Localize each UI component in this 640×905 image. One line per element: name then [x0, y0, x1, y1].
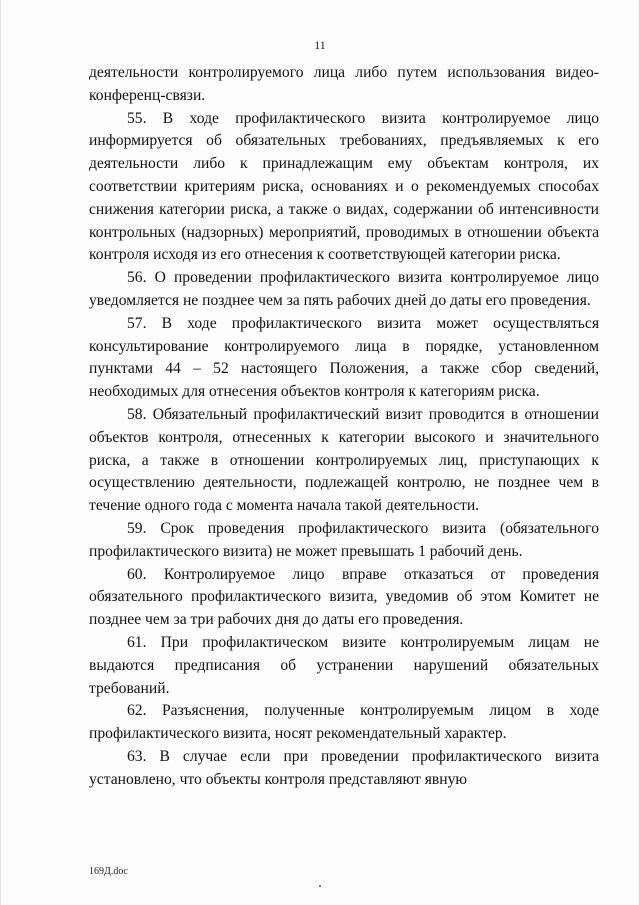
file-name-footer: 169Д.doc: [89, 866, 128, 877]
paragraph-continuation: деятельности контролируемого лица либо путем использования видео-конференц-связи.: [89, 64, 599, 104]
paragraph-61: 61. При профилактическом визите контролируемым лицам не выдаются предписания об устранении нарушений обязательных требований.: [89, 633, 599, 697]
paragraph-59: 59. Срок проведения профилактического визита (обязательного профилактического визита) не может превышать 1 рабочий день.: [89, 519, 599, 560]
paragraph-60: 60. Контролируемое лицо вправе отказаться от проведения обязательного профилактического визита, уведомив об этом Комитет не позднее чем за три рабочих дня до даты его проведения.: [89, 565, 599, 629]
page-number: 11: [314, 38, 326, 52]
paragraph-58: 58. Обязательный профилактический визит проводится в отношении объектов контроля, отнесенных к категории высокого и значительного риска, а также в отношении контролируемых лиц, приступающих к осуществлению деятельности, подлежащей контролю, не позднее чем в течение одного года с момента начала такой деятельности.: [89, 405, 599, 515]
document-body: [89, 62, 599, 792]
scan-speck: [319, 885, 321, 887]
paragraph-56: 56. О проведении профилактического визита контролируемое лицо уведомляется не позднее чем за пять рабочих дней до даты его проведения.: [89, 269, 599, 309]
paragraph-62: 62. Разъяснения, полученные контролируемым лицом в ходе профилактического визита, носят рекомендательный характер.: [89, 702, 599, 743]
paragraph-55: 55. В ходе профилактического визита контролируемое лицо информируется об обязательных требованиях, предъявляемых к его деятельности либо к принадлежащим ему объектам контроля, их соответствии критериям риска, основаниях и о рекомендуемых способах снижения категории риска, а также о видах, содержании об интенсивности контрольных (надзорных) мероприятий, проводимых в отношении объекта контроля исходя из его отнесения к соответствующей категории риска.: [89, 109, 599, 264]
paragraph-57: 57. В ходе профилактического визита может осуществляться консультирование контролируемого лица в порядке, установленном пунктами 44 – 52 настоящего Положения, а также сбор сведений, необходимых для отнесения объектов контроля к категориям риска.: [89, 314, 599, 401]
paragraph-63: 63. В случае если при проведении профилактического визита установлено, что объекты контроля представляют явную: [89, 747, 599, 788]
